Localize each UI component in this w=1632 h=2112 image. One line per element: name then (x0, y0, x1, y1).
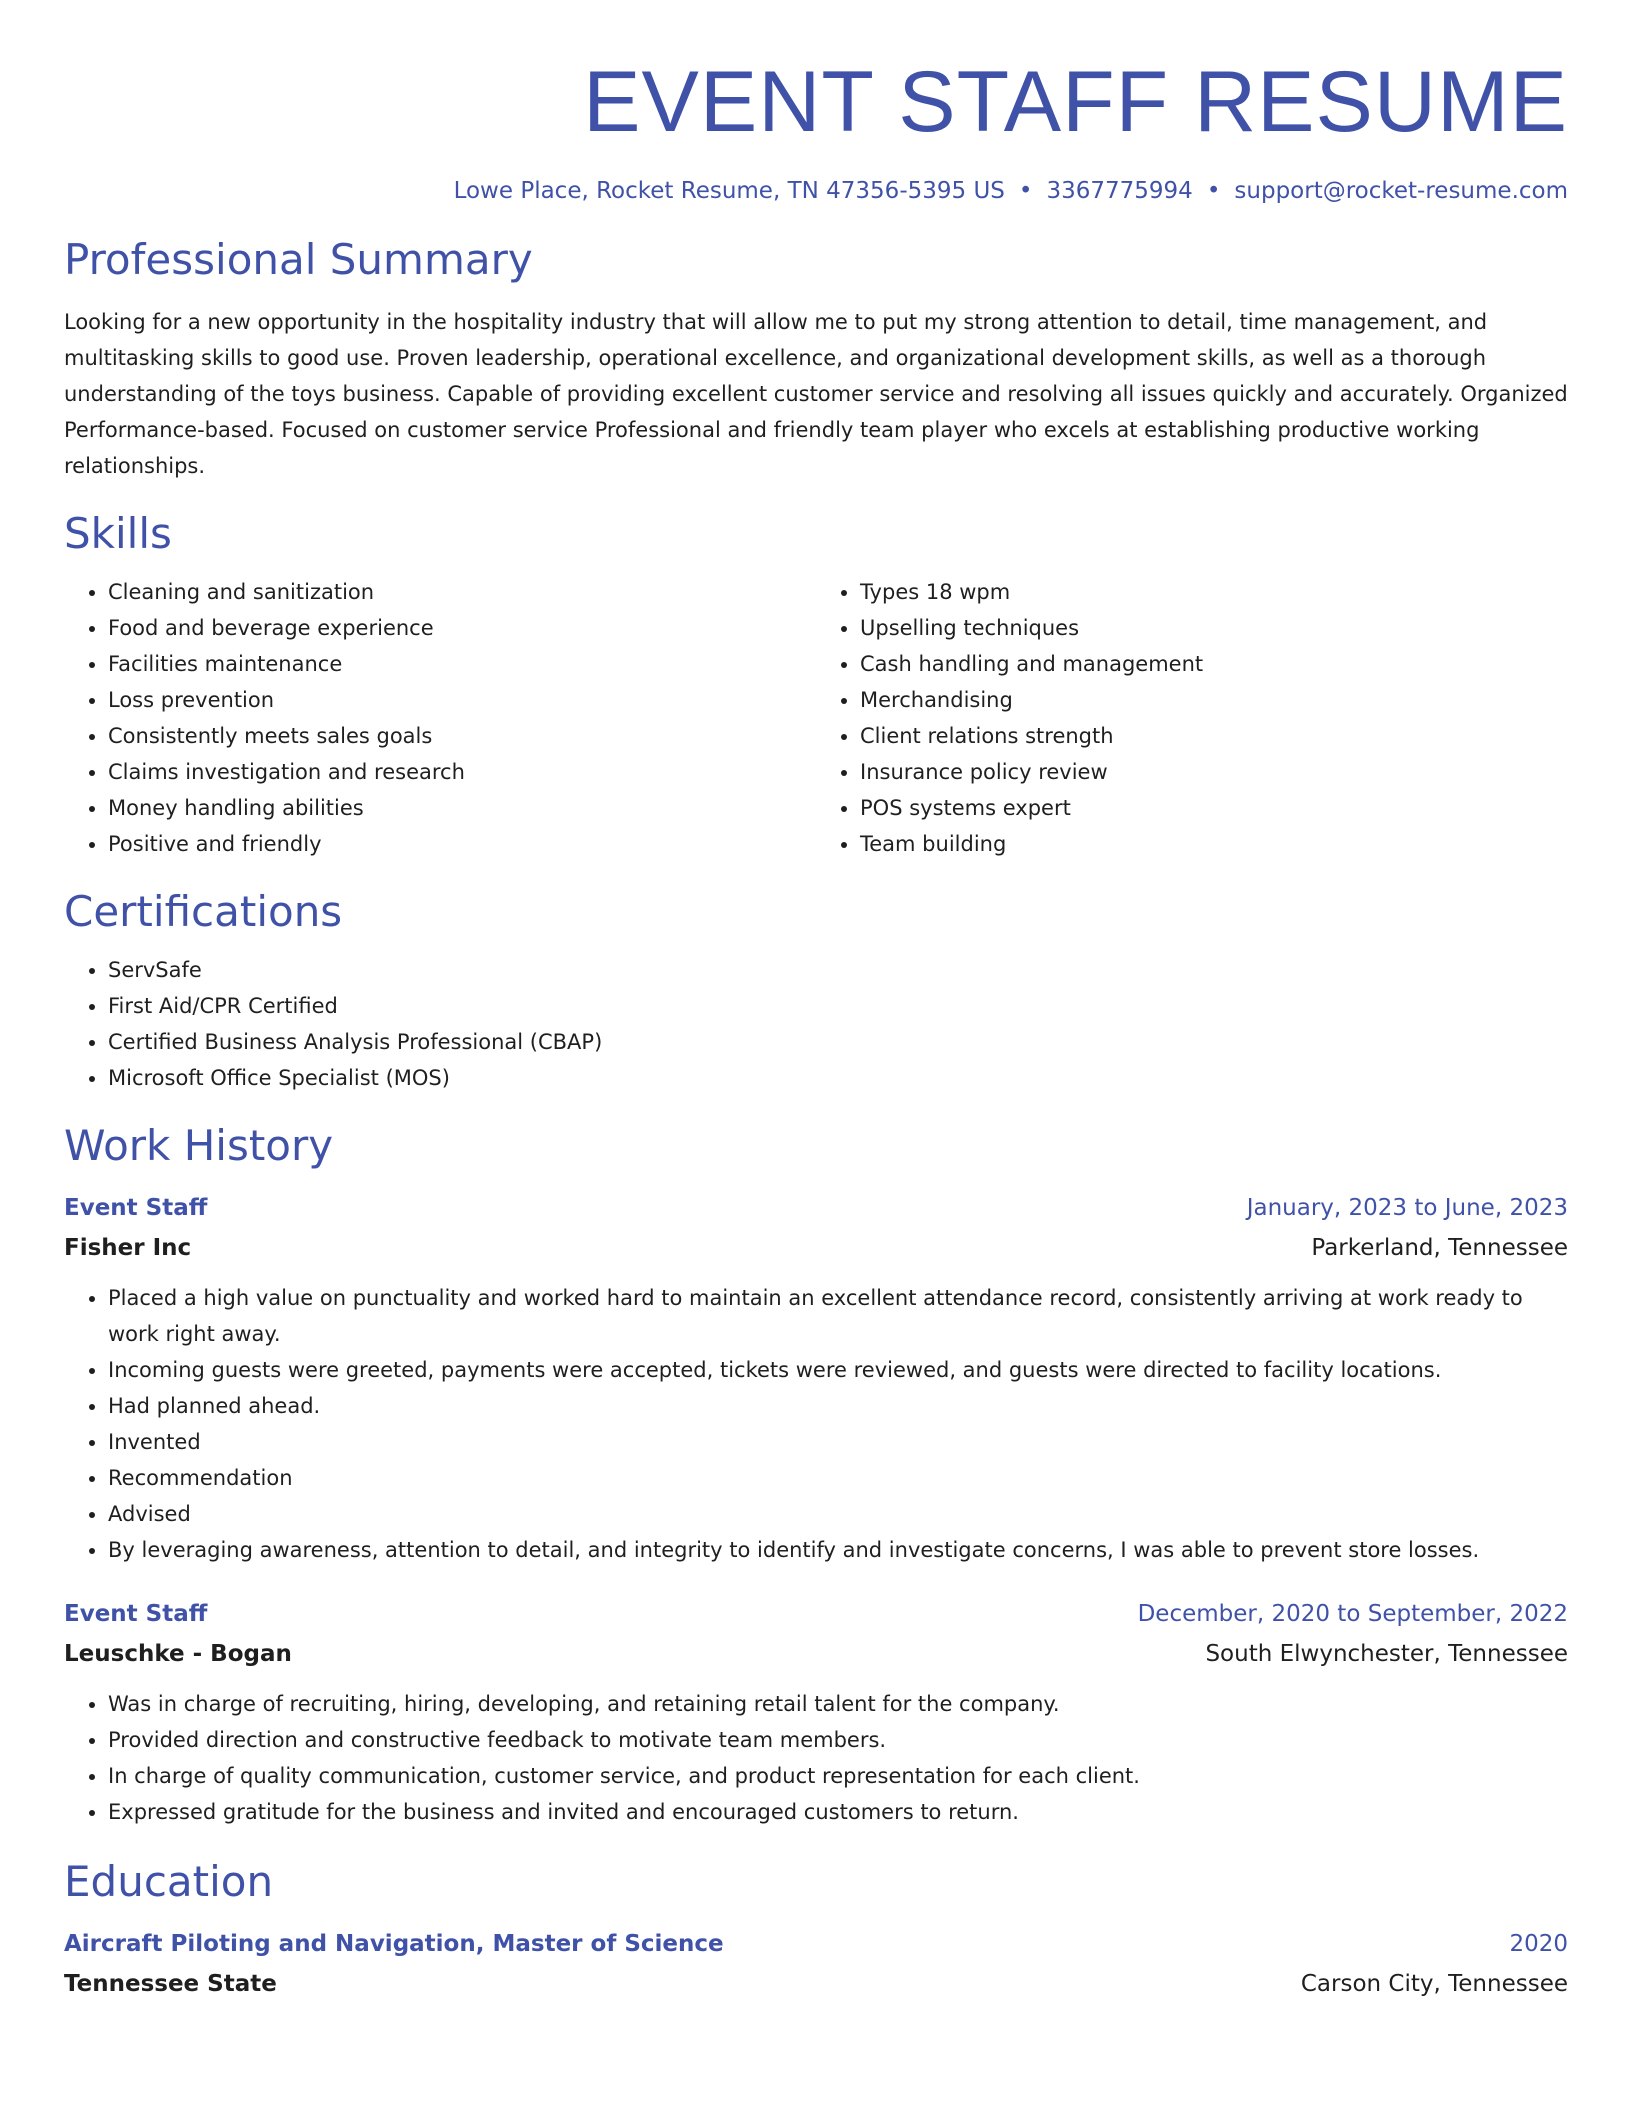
job-bullet: • Recommendation (108, 1460, 1568, 1496)
job-bullet: • Had planned ahead. (108, 1388, 1568, 1424)
skill-item: • Consistently meets sales goals (108, 718, 816, 754)
skill-item: • Facilities maintenance (108, 646, 816, 682)
skill-item: • Claims investigation and research (108, 754, 816, 790)
education-location: Carson City, Tennessee (1300, 1971, 1568, 1997)
skill-item: • Insurance policy review (860, 754, 1568, 790)
skill-item: • POS systems expert (860, 790, 1568, 826)
skills-columns (64, 574, 1568, 862)
education-school-row (64, 1964, 1568, 2004)
job-bullet: • Incoming guests were greeted, payments were accepted, tickets were reviewed, and guests were directed to facility locations. (108, 1352, 1568, 1388)
certification-item: • ServSafe (108, 952, 1568, 988)
contact-address: Lowe Place, Rocket Resume, TN 47356-5395 US (453, 178, 1005, 204)
job-company: Fisher Inc (64, 1235, 192, 1261)
job-bullet: • Placed a high value on punctuality and worked hard to maintain an excellent attendance record, consistently arriving at work ready to work right away. (108, 1280, 1568, 1352)
job-bullet: • In charge of quality communication, customer service, and product representation for each client. (108, 1758, 1568, 1794)
job-title-row (64, 1188, 1568, 1228)
work-history-section (64, 1120, 1568, 1830)
education-degree-row (64, 1924, 1568, 1964)
certifications-section (64, 886, 1568, 1096)
certification-item: • First Aid/CPR Certified (108, 988, 1568, 1024)
education-heading: Education (64, 1857, 274, 1906)
education-degree: Aircraft Piloting and Navigation, Master of Science (64, 1931, 724, 1957)
skills-list-left (64, 574, 816, 862)
education-school: Tennessee State (64, 1971, 277, 1997)
job-company: Leuschke - Bogan (64, 1641, 292, 1667)
contact-separator: • (1206, 178, 1221, 204)
job-dates: January, 2023 to June, 2023 (1246, 1195, 1568, 1221)
contact-line (64, 178, 1568, 204)
certification-item: • Certified Business Analysis Professional (CBAP) (108, 1024, 1568, 1060)
skill-item: • Upselling techniques (860, 610, 1568, 646)
job-bullet: • Invented (108, 1424, 1568, 1460)
job-bullet: • By leveraging awareness, attention to detail, and integrity to identify and investigate concerns, I was able to prevent store losses. (108, 1532, 1568, 1568)
job-title-row (64, 1594, 1568, 1634)
job-company-row (64, 1228, 1568, 1268)
skill-item: • Cash handling and management (860, 646, 1568, 682)
skill-item: • Client relations strength (860, 718, 1568, 754)
job-bullet: • Was in charge of recruiting, hiring, developing, and retaining retail talent for the company. (108, 1686, 1568, 1722)
job-dates: December, 2020 to September, 2022 (1137, 1601, 1568, 1627)
skills-heading: Skills (64, 509, 172, 558)
education-entry (64, 1924, 1568, 2004)
skill-item: • Positive and friendly (108, 826, 816, 862)
skill-item: • Team building (860, 826, 1568, 862)
summary-text: Looking for a new opportunity in the hospitality industry that will allow me to put my strong attention to detail, time management, and multitasking skills to good use. Proven leadership, operational excellence, and organizational development skills, as well as a thorough understanding of the toys business. Capable of providing excellent customer service and resolving all issues quickly and accurately. Organized Performance-based. Focused on customer service Professional and friendly team player who excels at establishing productive working relationships. (64, 310, 1568, 478)
skill-item: • Loss prevention (108, 682, 816, 718)
certifications-heading: Certifications (64, 887, 343, 936)
job-entry (64, 1188, 1568, 1568)
work-history-heading: Work History (64, 1121, 334, 1170)
skill-item: • Types 18 wpm (860, 574, 1568, 610)
job-location: Parkerland, Tennessee (1311, 1235, 1568, 1261)
contact-separator: • (1018, 178, 1033, 204)
resume-title: EVENT STAFF RESUME (583, 54, 1568, 150)
skill-item: • Money handling abilities (108, 790, 816, 826)
skill-item: • Cleaning and sanitization (108, 574, 816, 610)
contact-phone: 3367775994 (1046, 178, 1193, 204)
job-company-row (64, 1634, 1568, 1674)
job-title: Event Staff (64, 1195, 208, 1221)
skills-list-right (816, 574, 1568, 862)
education-section (64, 1856, 1568, 2004)
job-title: Event Staff (64, 1601, 208, 1627)
skills-section (64, 508, 1568, 862)
skill-item: • Food and beverage experience (108, 610, 816, 646)
certification-item: • Microsoft Office Specialist (MOS) (108, 1060, 1568, 1096)
certifications-list (64, 952, 1568, 1096)
education-year: 2020 (1509, 1931, 1568, 1957)
summary-section (64, 234, 1568, 484)
contact-email[interactable]: support@rocket-resume.com (1234, 178, 1568, 204)
job-bullets (64, 1280, 1568, 1568)
job-bullets (64, 1686, 1568, 1830)
skill-item: • Merchandising (860, 682, 1568, 718)
job-location: South Elwynchester, Tennessee (1205, 1641, 1568, 1667)
job-entry (64, 1594, 1568, 1830)
job-bullet: • Expressed gratitude for the business and invited and encouraged customers to return. (108, 1794, 1568, 1830)
summary-heading: Professional Summary (64, 235, 533, 284)
job-bullet: • Advised (108, 1496, 1568, 1532)
job-bullet: • Provided direction and constructive feedback to motivate team members. (108, 1722, 1568, 1758)
